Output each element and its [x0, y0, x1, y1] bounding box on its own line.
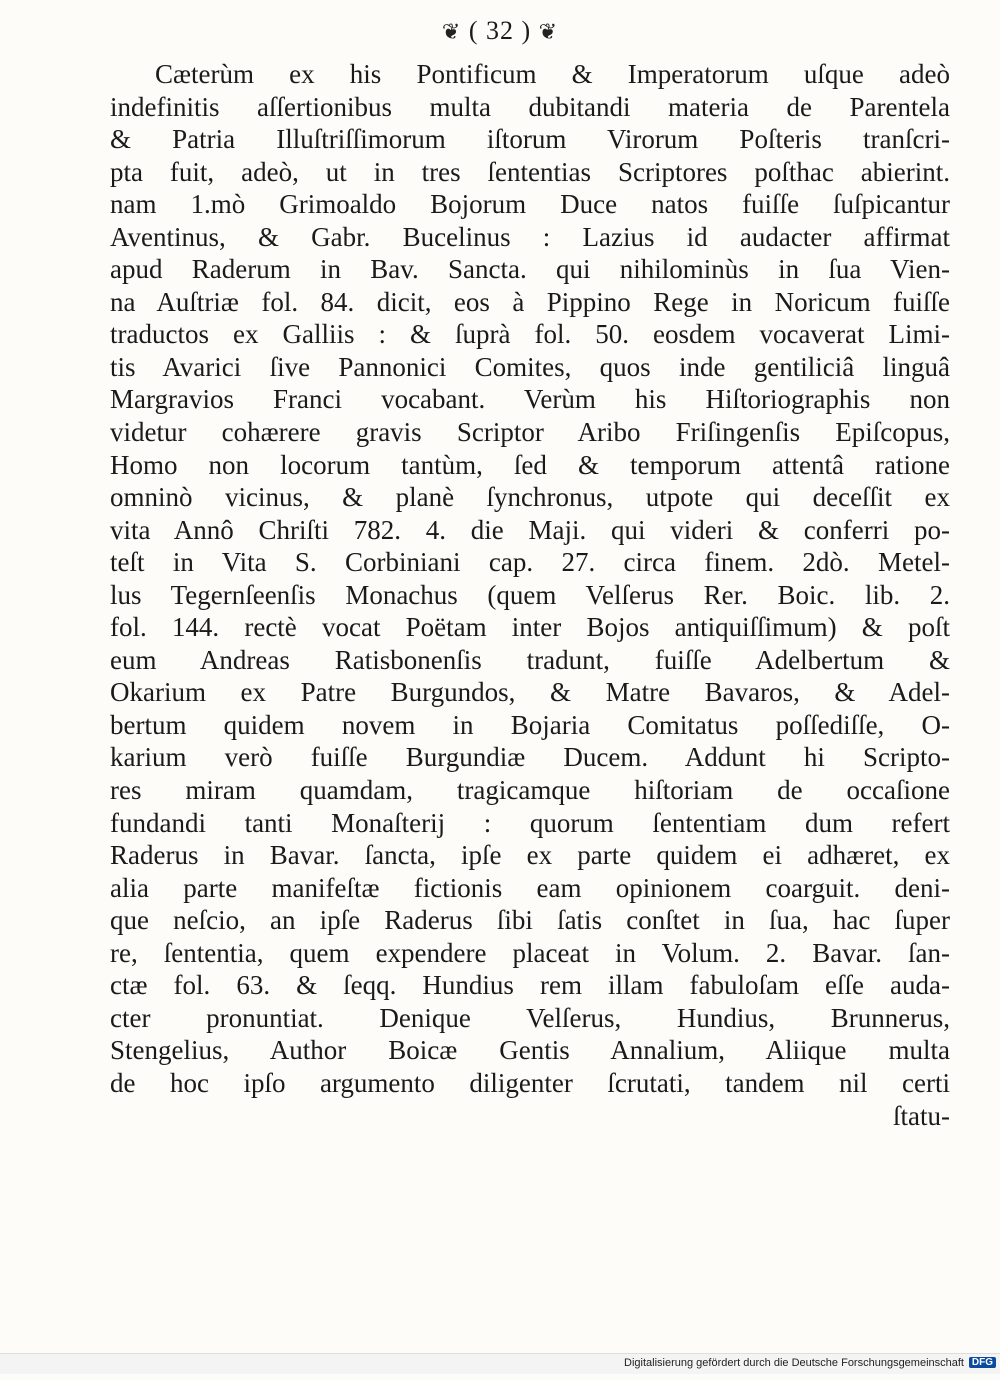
- text-line: Margravios Franci vocabant. Verùm his Hiſtoriographis non: [110, 384, 950, 415]
- text-line: traductos ex Galliis : & ſuprà fol. 50. eosdem vocaverat Limi-: [110, 319, 950, 350]
- text-line: Raderus in Bavar. ſancta, ipſe ex parte quidem ei adhæret, ex: [110, 840, 950, 871]
- text-line: videtur cohærere gravis Scriptor Aribo Friſingenſis Epiſcopus,: [110, 417, 950, 448]
- text-line: vita Annô Chriſti 782. 4. die Maji. qui videri & conferri po-: [110, 514, 950, 545]
- body-text: [110, 58, 950, 1132]
- text-line: Homo non locorum tantùm, ſed & temporum attentâ ratione: [110, 449, 950, 480]
- text-line: fundandi tanti Monaſterij : quorum ſententiam dum refert: [110, 807, 950, 838]
- text-line: Okarium ex Patre Burgundos, & Matre Bavaros, & Adel-: [110, 677, 950, 708]
- text-line: alia parte manifeſtæ fictionis eam opinionem coarguit. deni-: [110, 872, 950, 903]
- left-ornament-icon: ❦: [441, 19, 462, 44]
- digitization-footer: [0, 1353, 1000, 1374]
- text-line: apud Raderum in Bav. Sancta. qui nihilominùs in ſua Vien-: [110, 254, 950, 285]
- page-number: ( 32 ): [468, 16, 532, 45]
- text-line: tis Avarici ſive Pannonici Comites, quos inde gentiliciâ linguâ: [110, 351, 950, 382]
- text-line: lus Tegernſeenſis Monachus (quem Velſerus Rer. Boic. lib. 2.: [110, 579, 950, 610]
- text-line: bertum quidem novem in Bojaria Comitatus poſſediſſe, O-: [110, 709, 950, 740]
- text-line: ctæ fol. 63. & ſeqq. Hundius rem illam fabuloſam eſſe auda-: [110, 970, 950, 1001]
- text-line: na Auſtriæ fol. 84. dicit, eos à Pippino Rege in Noricum fuiſſe: [110, 286, 950, 317]
- text-line: de hoc ipſo argumento diligenter ſcrutati, tandem nil certi: [110, 1067, 950, 1098]
- text-line: nam 1.mò Grimoaldo Bojorum Duce natos fuiſſe ſuſpicantur: [110, 189, 950, 220]
- text-line: eum Andreas Ratisbonenſis tradunt, fuiſſe Adelbertum &: [110, 644, 950, 675]
- text-line: pta fuit, adeò, ut in tres ſententias Scriptores poſthac abierint.: [110, 156, 950, 187]
- page-header: [0, 16, 1000, 46]
- right-ornament-icon: ❦: [538, 19, 559, 44]
- text-line: Stengelius, Author Boicæ Gentis Annalium, Aliique multa: [110, 1035, 950, 1066]
- catchword: ſtatu-: [893, 1100, 950, 1131]
- text-line: karium verò fuiſſe Burgundiæ Ducem. Addunt hi Scripto-: [110, 742, 950, 773]
- text-line: Cæterùm ex his Pontificum & Imperatorum uſque adeò: [155, 59, 950, 89]
- dfg-logo: DFG: [969, 1357, 996, 1368]
- text-line: Aventinus, & Gabr. Bucelinus : Lazius id audacter affirmat: [110, 221, 950, 252]
- text-line: fol. 144. rectè vocat Poëtam inter Bojos antiquiſſimum) & poſt: [110, 612, 950, 643]
- text-line: cter pronuntiat. Denique Velſerus, Hundius, Brunnerus,: [110, 1002, 950, 1033]
- text-line: omninò vicinus, & planè ſynchronus, utpote qui deceſſit ex: [110, 482, 950, 513]
- text-line: teſt in Vita S. Corbiniani cap. 27. circa finem. 2dò. Metel-: [110, 547, 950, 578]
- text-line: & Patria Illuſtriſſimorum iſtorum Virorum Poſteris tranſcri-: [110, 124, 950, 155]
- text-line: que neſcio, an ipſe Raderus ſibi ſatis conſtet in ſua, hac ſuper: [110, 905, 950, 936]
- text-line: res miram quamdam, tragicamque hiſtoriam de occaſione: [110, 775, 950, 806]
- text-line: indefinitis aſſertionibus multa dubitandi materia de Parentela: [110, 91, 950, 122]
- text-line: re, ſententia, quem expendere placeat in Volum. 2. Bavar. ſan-: [110, 937, 950, 968]
- funding-credit: Digitalisierung gefördert durch die Deutsche Forschungsgemeinschaft: [624, 1357, 964, 1369]
